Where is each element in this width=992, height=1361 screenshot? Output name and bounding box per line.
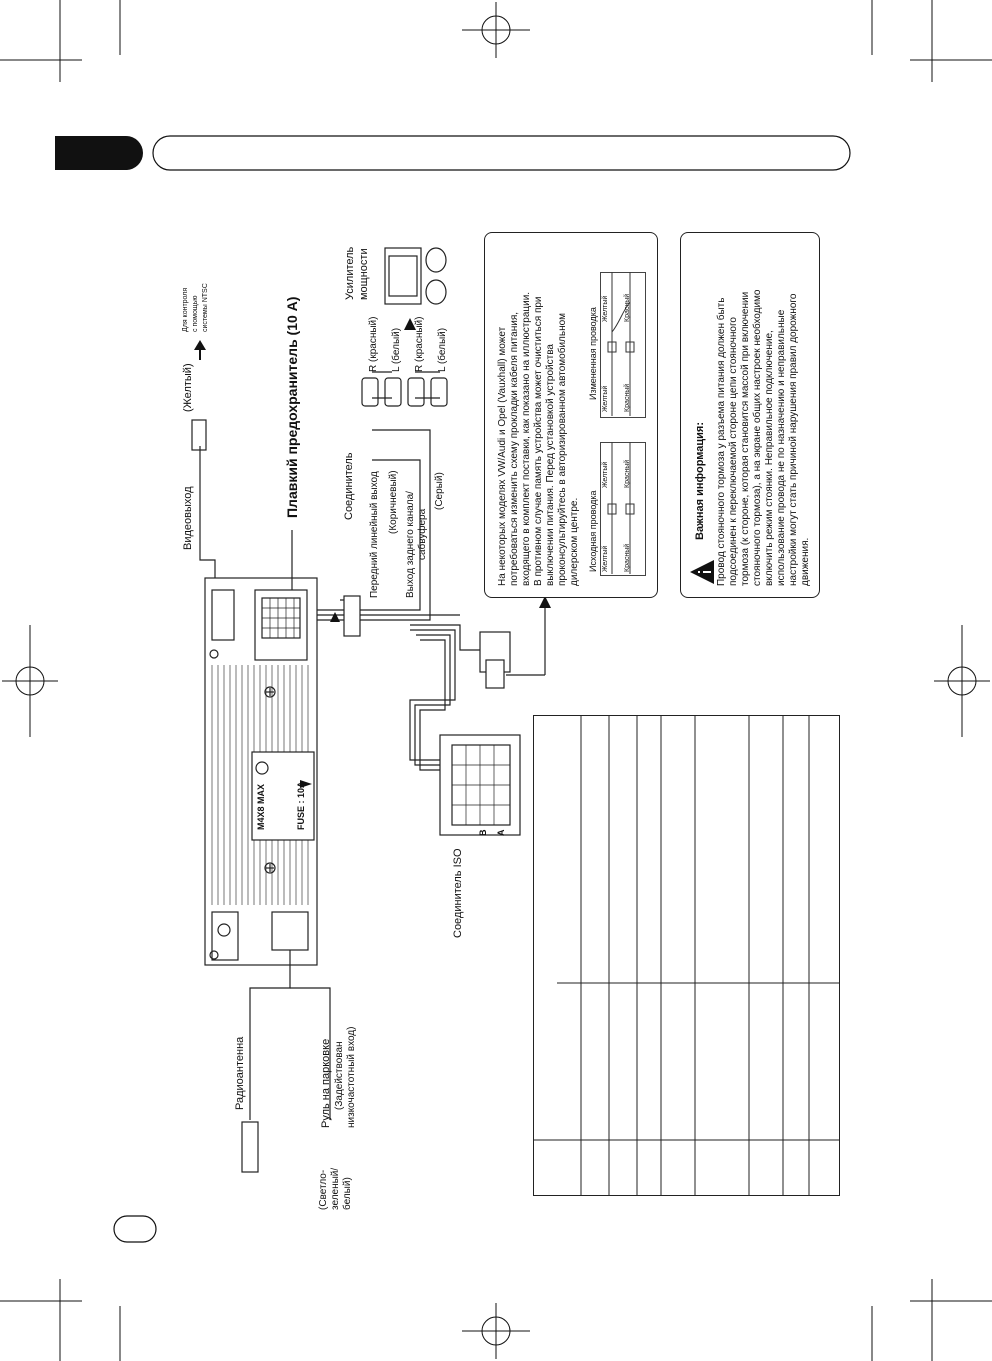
ntsc-note-3: системы NTSC [202, 283, 209, 332]
note-line-6: проконсультируйтесь в авторизированном автомобильном [557, 312, 568, 586]
iso-connector-label: Соединитель ISO [452, 848, 464, 938]
original-wiring-label: Исходная проводка [588, 490, 598, 572]
video-out-label: Видеовыход [182, 486, 194, 550]
mod-red-1: Красный [624, 383, 631, 412]
note-line-3: входящего в комплект поставки, как показано на иллюстрации. [521, 291, 532, 586]
amplifier-label-1: Усилитель [344, 246, 356, 300]
modified-wiring-label: Измененная проводка [588, 307, 598, 400]
steering-label: Руль на парковке [320, 1038, 332, 1128]
mod-yellow-1: Желтый [602, 385, 609, 412]
unit-fuse-label: FUSE : 10A [296, 781, 306, 830]
antenna-label: Радиоантенна [234, 1036, 246, 1110]
light-green-3: белый) [342, 1177, 353, 1210]
rear-sub-label-1: Выход заднего канала/ [405, 491, 416, 598]
note-line-5: выключении питания. Перед установкой устройства [545, 344, 556, 586]
important-title: Важная информация: [694, 422, 706, 540]
brown-label: (Коричневый) [388, 470, 399, 534]
important-line-5: включить режим стоянки. Неправильное подключение, [764, 330, 775, 586]
ntsc-note-2: с помощью [192, 295, 199, 332]
connector-label: Соединитель [343, 452, 355, 520]
important-line-3: тормоза (к стороне, которая становится массой при включении [740, 291, 751, 586]
important-line-2: подсоединен к переключаемой стороне цепи стояночного [728, 317, 739, 586]
steering-note-2: низкочастотный вход) [346, 1026, 357, 1128]
important-line-7: настройки могут стать причиной нарушения правил дорожного [788, 293, 799, 586]
important-line-1: Провод стояночного тормоза у разъема питания должен быть [716, 297, 727, 586]
pin-a-label: A [496, 829, 506, 836]
fuse-title: Плавкий предохранитель (10 А) [284, 296, 300, 518]
note-line-4: В противном случае память устройства может очиститься при [533, 296, 544, 586]
orig-yellow-1: Желтый [602, 545, 609, 572]
orig-red-1: Красный [624, 543, 631, 572]
orig-red-2: Красный [624, 459, 631, 488]
note-line-1: На некоторых моделях VW/Audi и Opel (Vauxhall) может [497, 326, 508, 586]
l-white-label-2: L (белый) [437, 327, 448, 372]
orig-yellow-2: Желтый [602, 461, 609, 488]
light-green-1: (Светло- [318, 1169, 329, 1210]
gray-label: (Серый) [434, 472, 445, 510]
light-green-2: зеленый/ [330, 1167, 341, 1210]
steering-note-1: (Задействован [334, 1041, 345, 1110]
warning-icon [688, 558, 716, 586]
rear-sub-label-2: сабвуфера [417, 508, 428, 560]
amplifier-label-2: мощности [358, 248, 370, 300]
ntsc-note-1: Для контроля [182, 287, 189, 332]
pin-b-label: B [478, 829, 488, 836]
mod-red-2: Красный [624, 293, 631, 322]
important-line-6: использование провода не по назначению и неправильные [776, 309, 787, 586]
r-red-label-2: R (красный) [414, 316, 425, 372]
mod-yellow-2: Желтый [602, 295, 609, 322]
important-line-8: движения. [800, 537, 811, 586]
note-line-7: дилерском центре. [569, 497, 580, 586]
unit-model-label: M4X8 MAX [256, 783, 266, 830]
front-line-out-label: Передний линейный выход [369, 471, 380, 598]
important-line-4: стояночного тормоза), а на экране общих настроек необходимо [752, 289, 763, 586]
video-yellow-label: (Желтый) [182, 363, 194, 412]
note-line-2: потребоваться изменить схему прокладки кабеля питания, [509, 311, 520, 586]
r-red-label-1: R (красный) [368, 316, 379, 372]
wire-color-table [533, 715, 840, 1196]
l-white-label-1: L (белый) [391, 327, 402, 372]
